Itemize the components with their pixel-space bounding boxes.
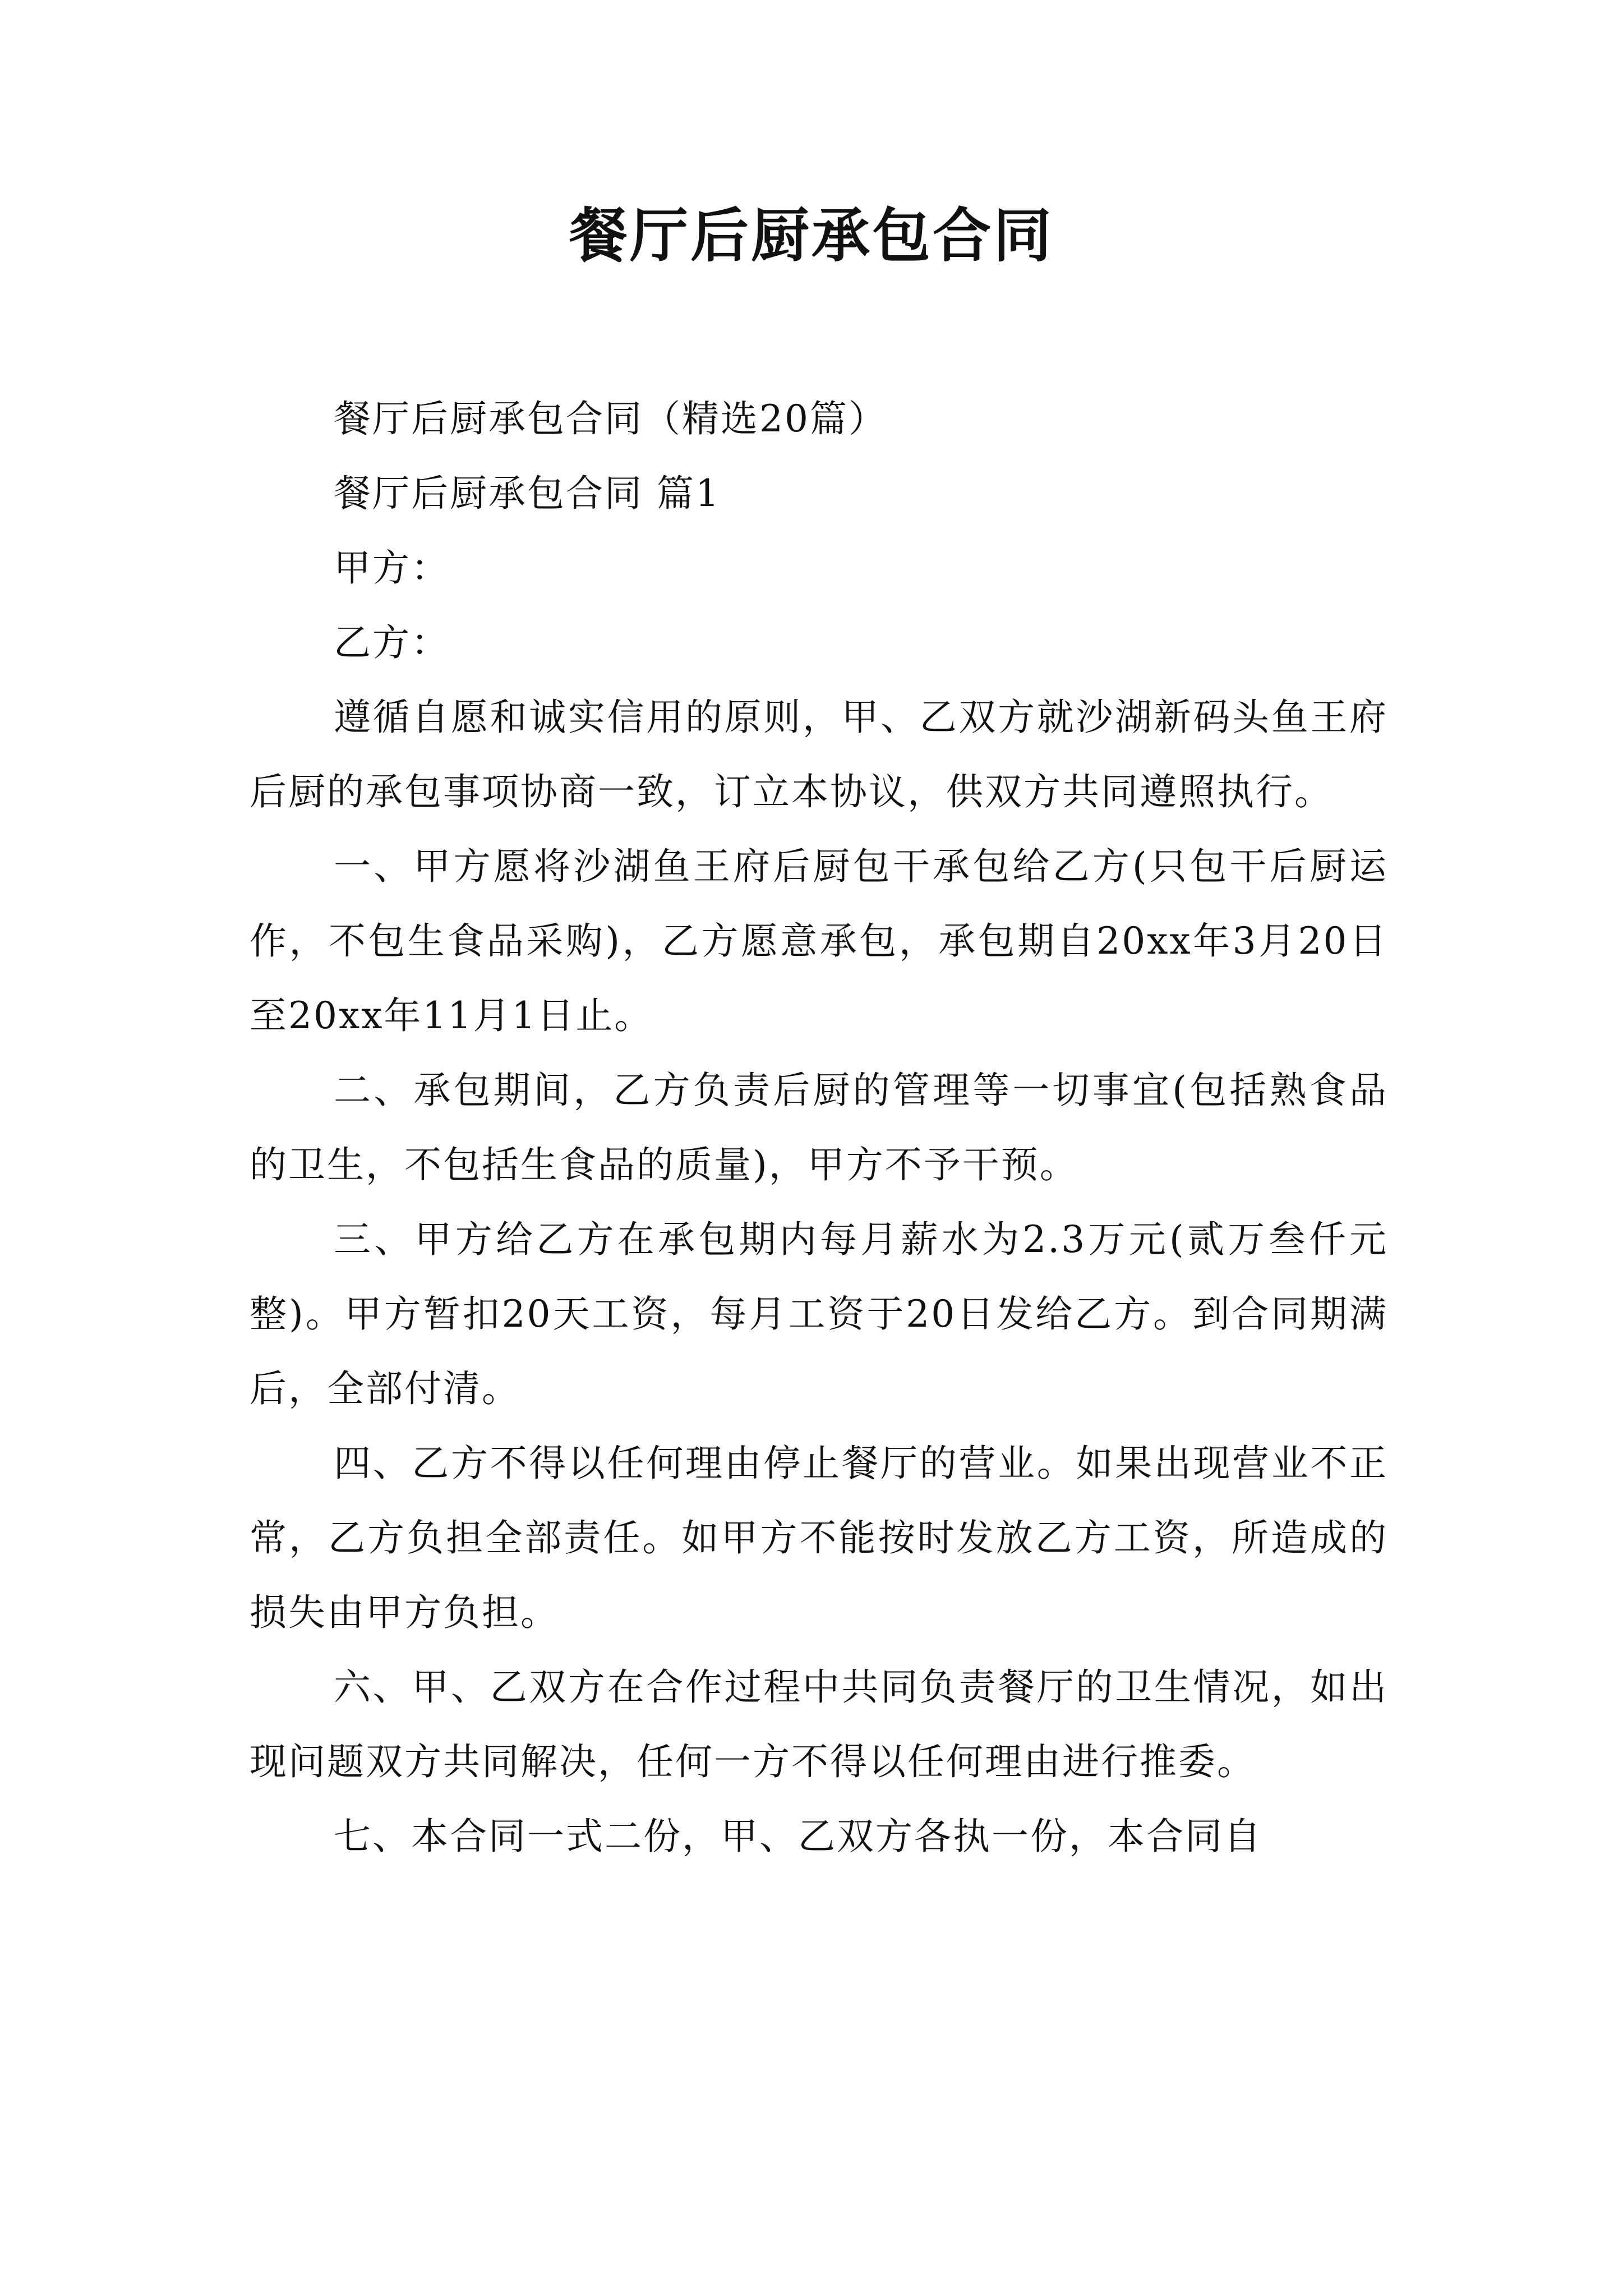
party-a-line: 甲方： bbox=[334, 546, 450, 590]
document-body bbox=[250, 381, 1388, 1874]
preamble-paragraph: 遵循自愿和诚实信用的原则，甲、乙双方就沙湖新码头鱼王府后厨的承包事项协商一致，订立本协议，供双方共同遵照执行。 bbox=[250, 696, 1388, 813]
section-heading: 餐厅后厨承包合同 篇1 bbox=[334, 472, 721, 515]
clause-3: 三、甲方给乙方在承包期内每月薪水为2.3万元(贰万叁仟元整)。甲方暂扣20天工资，每月工资于20日发给乙方。到合同期满后，全部付清。 bbox=[250, 1218, 1388, 1410]
document-title: 餐厅后厨承包合同 bbox=[569, 201, 1054, 270]
clause-4: 四、乙方不得以任何理由停止餐厅的营业。如果出现营业不正常，乙方负担全部责任。如甲方不能按时发放乙方工资，所造成的损失由甲方负担。 bbox=[250, 1442, 1388, 1634]
clause-6: 六、甲、乙双方在合作过程中共同负责餐厅的卫生情况，如出现问题双方共同解决，任何一方不得以任何理由进行推委。 bbox=[250, 1665, 1388, 1783]
clause-7: 七、本合同一式二份，甲、乙双方各执一份，本合同自 bbox=[334, 1815, 1262, 1858]
clause-2: 二、承包期间，乙方负责后厨的管理等一切事宜(包括熟食品的卫生，不包括生食品的质量)，甲方不予干预。 bbox=[250, 1069, 1388, 1186]
clause-1: 一、甲方愿将沙湖鱼王府后厨包干承包给乙方(只包干后厨运作，不包生食品采购)，乙方愿意承包，承包期自20xx年3月20日至20xx年11月1日止。 bbox=[250, 845, 1388, 1037]
party-b-line: 乙方： bbox=[334, 621, 450, 664]
subtitle-paragraph: 餐厅后厨承包合同（精选20篇） bbox=[334, 397, 887, 440]
